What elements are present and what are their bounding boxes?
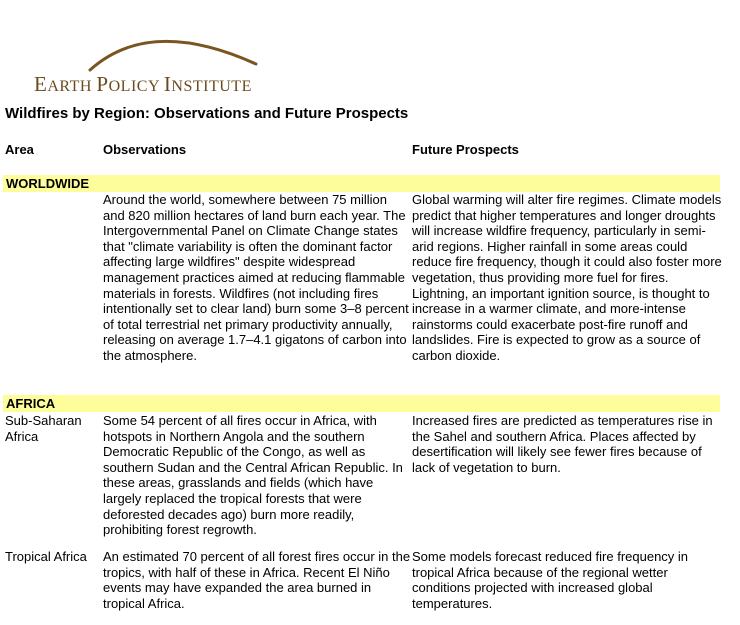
column-header-area: Area [5, 142, 34, 157]
area-tropical-africa: Tropical Africa [5, 549, 87, 564]
worldwide-observations: Around the world, somewhere between 75 million and 820 million hectares of land burn each year. The Intergovernmental Panel on Climate Change states that "climate variability is often the dominant factor affecting large wildfires" despite widespread management practices aimed at reducing flammable materials in forests. Wildfires (not including fires intentionally set to clear land) burn some 3–8 percent of total terrestrial net primary productivity annually, releasing on average 1.7–4.1 gigatons of carbon into the atmosphere. [103, 192, 409, 363]
tropical-africa-future: Some models forecast reduced fire frequency in tropical Africa because of the regional wetter conditions projected with increased global temperatures. [412, 549, 689, 611]
area-sub-saharan-africa: Sub-Saharan Africa [5, 413, 82, 444]
logo-arc-icon [30, 24, 270, 74]
logo-text: EARTH POLICY INSTITUTE [34, 72, 252, 96]
worldwide-future: Global warming will alter fire regimes. Climate models predict that higher temperatures and longer droughts will increase wildfire frequency, particularly in semi-arid regions. Higher rainfall in some areas could reduce fire frequency, though it could also foster more vegetation, thus providing more fuel for fires. Lightning, an important ignition source, is thought to increase in a warmer climate, and more-intense rainstorms could exacerbate post-fire runoff and landslides. Fire is expected to grow as a source of carbon dioxide. [412, 192, 722, 363]
tropical-africa-observations: An estimated 70 percent of all forest fires occur in the tropics, with half of these in Africa. Recent El Niño events may have expanded the area burned in tropical Africa. [103, 549, 411, 611]
section-label-africa: AFRICA [6, 396, 56, 411]
section-band-africa [3, 395, 720, 412]
sub-saharan-observations: Some 54 percent of all fires occur in Africa, with hotspots in Northern Angola and the southern Democratic Republic of the Congo, as well as southern Sudan and the Central African Republic. In these areas, grasslands and fields (which have largely replaced the tropical forests that were deforested decades ago) burn more readily, prohibiting forest regrowth. [103, 413, 403, 538]
column-header-future: Future Prospects [412, 142, 519, 157]
sub-saharan-future: Increased fires are predicted as temperatures rise in the Sahel and southern Africa. Places affected by desertification will likely see fewer fires because of lack of vegetation to burn. [412, 413, 713, 475]
earth-policy-institute-logo [30, 24, 270, 94]
page-title: Wildfires by Region: Observations and Future Prospects [5, 105, 409, 122]
section-label-worldwide: WORLDWIDE [6, 176, 90, 191]
section-band-worldwide [3, 175, 720, 192]
column-header-observations: Observations [103, 142, 187, 157]
